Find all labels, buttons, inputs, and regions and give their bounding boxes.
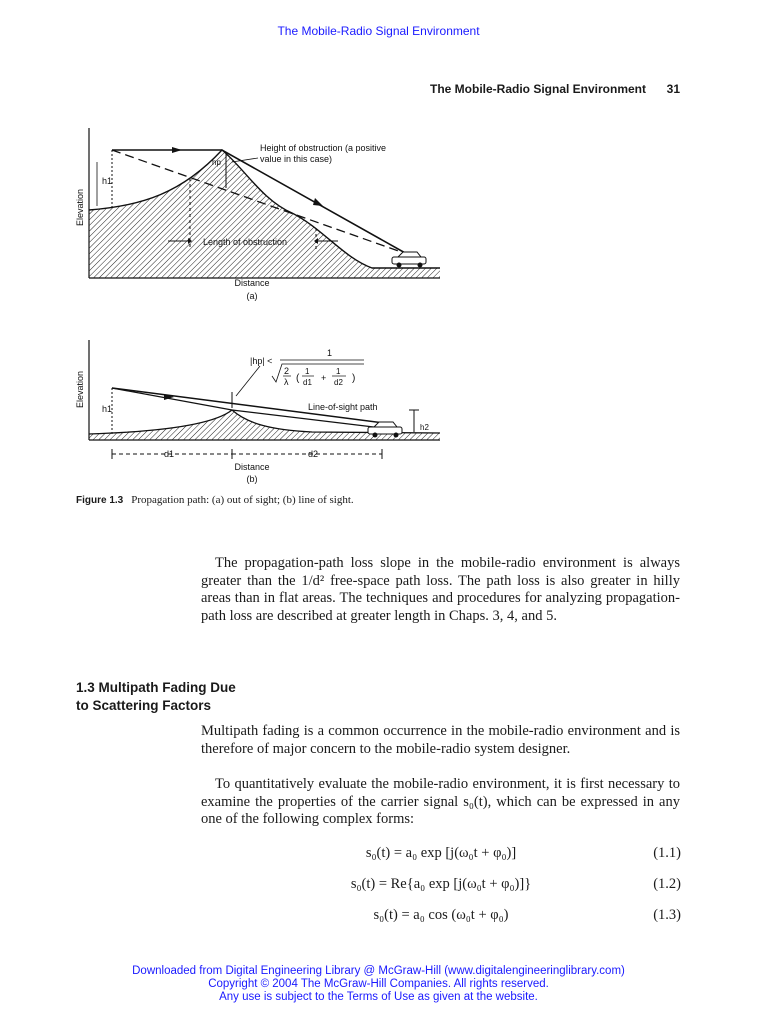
formula-plus: +	[321, 373, 327, 383]
terrain-hatch	[89, 150, 440, 278]
hp-label: hp	[212, 158, 221, 167]
line-of-sight-label: Line-of-sight path	[308, 402, 378, 412]
equation-number: (1.2)	[653, 876, 681, 892]
panel-label-a: (a)	[246, 291, 258, 301]
paragraph-path-loss: The propagation-path loss slope in the mobile-radio environment is always greater than the 1/d² free-space path loss. The path loss is also greater in hilly areas than in flat areas. The techniques and procedures for analyzing propagation-path loss are described at greater length in Chaps. 3, 4, and 5.	[201, 555, 680, 624]
page-number: 31	[666, 82, 680, 96]
car-icon	[392, 252, 426, 268]
section-heading	[76, 679, 316, 715]
equation-body: s₀(t) = Re{a₀ exp [j(ω₀t + φ₀)]}	[350, 876, 532, 892]
formula-root-num: 2	[284, 366, 290, 376]
formula-one-b: 1	[336, 367, 341, 376]
formula-numerator: 1	[327, 348, 333, 358]
equation-number: (1.3)	[653, 907, 681, 923]
footer-links	[0, 965, 757, 1004]
top-header-link[interactable]: The Mobile-Radio Signal Environment	[277, 24, 480, 38]
figure-caption	[76, 494, 354, 506]
figure-b	[72, 336, 452, 488]
figure-caption-text: Propagation path: (a) out of sight; (b) line of sight.	[131, 494, 354, 506]
equation-1-2	[201, 876, 681, 896]
length-of-obstruction-label: Length of obstruction	[203, 237, 288, 247]
footer-terms-link[interactable]: Any use is subject to the Terms of Use as given at the website.	[219, 991, 538, 1003]
paragraph-carrier-signal: To quantitatively evaluate the mobile-radio environment, it is first necessary to examine the properties of the carrier signal s₀(t), which can be expressed in any one of the following complex forms:	[201, 776, 680, 828]
y-axis-label: Elevation	[75, 188, 85, 226]
equation-1-1	[201, 845, 681, 865]
equation-1-3	[201, 907, 681, 927]
equation-body: s₀(t) = a₀ cos (ω₀t + φ₀)	[373, 907, 509, 923]
formula-paren-open: (	[296, 373, 300, 384]
formula-paren-close: )	[352, 373, 356, 384]
formula-one-a: 1	[305, 367, 310, 376]
section-heading-line2: to Scattering Factors	[76, 698, 212, 713]
d1-label: d1	[164, 449, 175, 459]
formula-lambda: λ	[284, 377, 289, 387]
annotation-height-line2: value in this case)	[260, 154, 333, 164]
y-axis-label: Elevation	[75, 370, 85, 408]
h1-label: h1	[102, 176, 113, 186]
x-axis-label: Distance	[234, 278, 270, 288]
path-arrow	[172, 147, 182, 153]
formula-d1: d1	[303, 378, 312, 387]
path-arrow	[313, 198, 323, 206]
equation-number: (1.1)	[653, 845, 681, 861]
figure-caption-label: Figure 1.3	[76, 495, 124, 506]
formula-leader	[236, 366, 260, 396]
running-title: The Mobile-Radio Signal Environment	[430, 82, 647, 96]
formula-lhs: |hp| <	[250, 356, 273, 366]
paragraph-multipath: Multipath fading is a common occurrence in the mobile-radio environment and is therefore of major concern to the mobile-radio system designer.	[201, 723, 680, 757]
footer-copyright-link[interactable]: Copyright © 2004 The McGraw-Hill Companies. All rights reserved.	[208, 978, 549, 990]
figure-a	[72, 118, 452, 318]
section-heading-line1: 1.3 Multipath Fading Due	[76, 680, 236, 695]
d2-label: d2	[308, 449, 319, 459]
annotation-height-line1: Height of obstruction (a positive	[260, 143, 387, 153]
h1-label: h1	[102, 404, 113, 414]
formula-d2: d2	[334, 378, 343, 387]
x-axis-label: Distance	[234, 462, 270, 472]
footer-download-link[interactable]: Downloaded from Digital Engineering Library @ McGraw-Hill (www.digitalengineeringlibrary.com)	[132, 965, 625, 977]
equation-body: s₀(t) = a₀ exp [j(ω₀t + φ₀)]	[365, 845, 517, 861]
panel-label-b: (b)	[246, 474, 258, 484]
h2-label: h2	[420, 423, 429, 432]
